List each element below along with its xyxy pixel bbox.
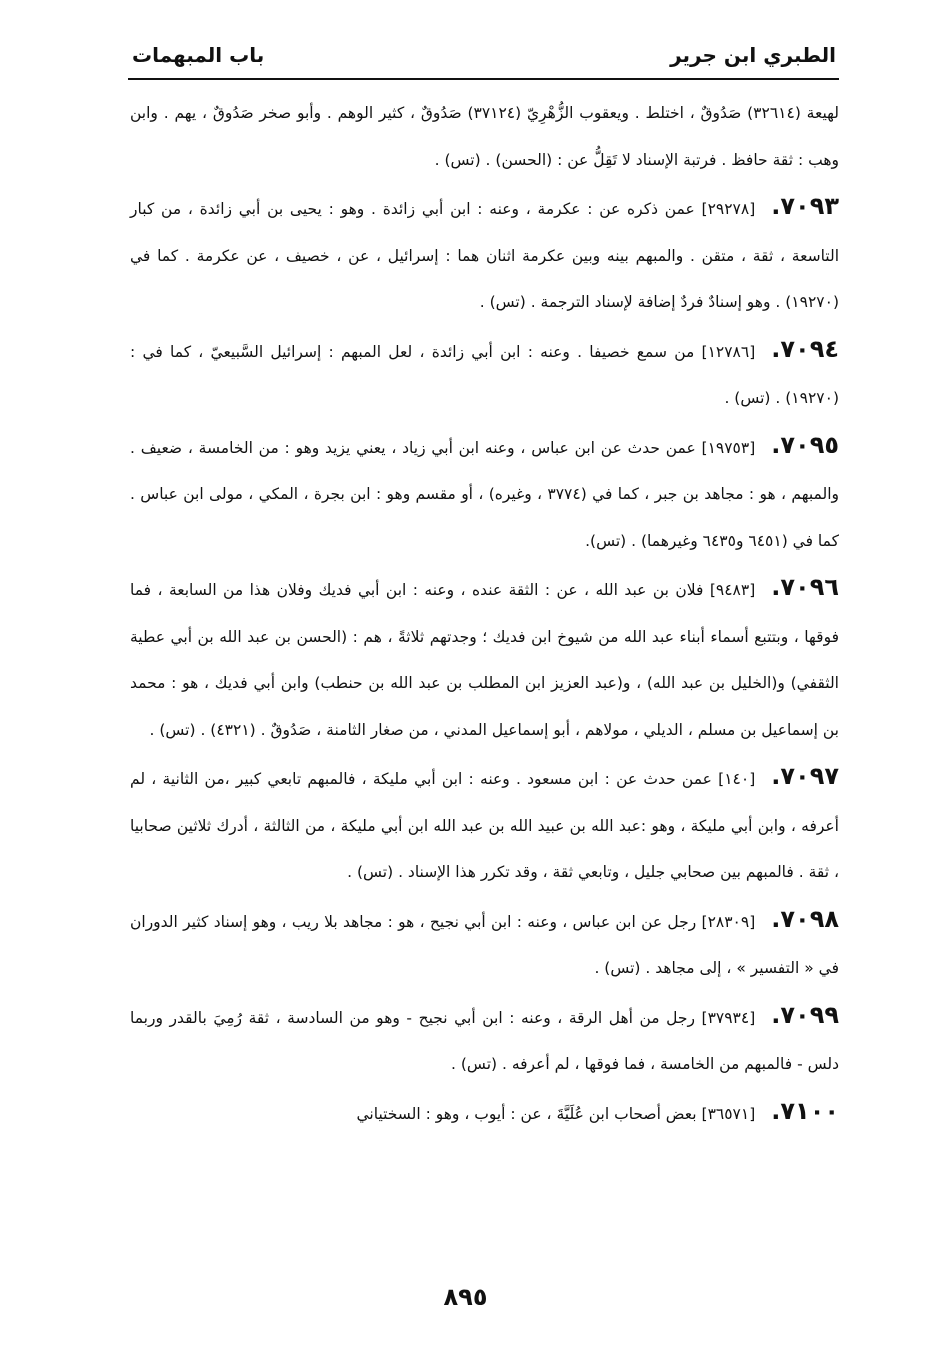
entry-7094 xyxy=(130,326,839,422)
intro-paragraph: لهيعة (٣٢٦١٤) صَدُوقٌ ، اختلط . ويعقوب الزُّهْرِيّ (٣٧١٢٤) صَدُوقٌ ، كثير الوهم . وأبو صخر صَدُوقٌ ، يهم . وابن وهب : ثقة حافظ . فرتبة الإسناد لا تَقِلُّ عن : (الحسن) . (تس) . xyxy=(130,104,839,169)
page-number: ٨٩٥ xyxy=(443,1283,488,1311)
header-book-title: الطبري ابن جرير xyxy=(670,43,836,67)
entry-7093 xyxy=(130,183,839,326)
entry-7096 xyxy=(130,564,839,753)
running-header xyxy=(132,38,836,72)
entry-number: ٧٠٩٧. xyxy=(771,762,839,790)
entry-7095 xyxy=(130,422,839,565)
entry-7099 xyxy=(130,992,839,1088)
entry-text: [٩٤٨٣] فلان بن عبد الله ، عن : الثقة عنده ، وعنه : ابن أبي فديك وفلان هذا من السابعة ، فما فوقها ، وبتتبع أسماء أبناء عبد الله من شيوخ ابن فديك ؛ وجدتهم ثلاثةً ، هم : (الحسن بن عبد الله بن أبي عطية الثقفي) و(الخليل بن عبد الله) ، و(عبد العزيز ابن المطلب بن عبد الله بن حنطب) وابن أبي فديك ، هو : محمد بن إسماعيل بن مسلم ، الديلي ، مولاهم ، أبو إسماعيل المدني ، من صغار الثامنة ، صَدُوقٌ . (٤٣٢١) . (تس) . xyxy=(130,581,839,739)
page-body xyxy=(130,90,839,1137)
entry-number: ٧٠٩٩. xyxy=(771,1000,839,1029)
entry-text: [١٩٧٥٣] عمن حدث عن ابن عباس ، وعنه ابن أبي زياد ، يعني يزيد وهو : من الخامسة ، ضعيف . والمبهم ، هو : مجاهد بن جبر ، كما في (٣٧٧٤ ، وغيره) ، أو مقسم وهو : ابن بجرة ، المكي ، مولى ابن عباس . كما في (٦٤٥١ و٦٤٣٥ وغيرهما) . (تس). xyxy=(130,438,839,550)
entry-text: [١٢٧٨٦] من سمع خصيفا . وعنه : ابن أبي زائدة ، لعل المبهم : إسرائيل السَّبيعيّ ، كما في : (١٩٢٧٠) . (تس) . xyxy=(130,342,839,407)
entry-text: [٣٦٥٧١] بعض أصحاب ابن عُلَيَّةَ ، عن : أيوب ، وهو : السختياني xyxy=(356,1104,756,1123)
entry-number: ٧١٠٠. xyxy=(771,1096,839,1125)
entry-7097 xyxy=(130,753,839,896)
entry-7100 xyxy=(130,1088,839,1138)
entry-number: ٧٠٩٣. xyxy=(771,192,839,220)
entry-number: ٧٠٩٦. xyxy=(771,573,839,601)
entry-text: [٢٩٢٧٨] عمن ذكره عن : عكرمة ، وعنه : ابن أبي زائدة . وهو : يحيى بن أبي زائدة ، من كبار التاسعة ، ثقة ، متقن . والمبهم بينه وبين عكرمة اثنان هما : إسرائيل ، عن ، خصيف ، عن عكرمة . كما في (١٩٢٧٠) . وهو إسنادٌ فردٌ إضافة لإسناد الترجمة . (تس) . xyxy=(130,200,839,311)
entry-text: [٢٨٣٠٩] رجل عن ابن عباس ، وعنه : ابن أبي نجيح ، هو : مجاهد بلا ريب ، وهو إسناد كثير الدوران في « التفسير » ، إلى مجاهد . (تس) . xyxy=(130,912,839,977)
header-divider xyxy=(128,78,839,80)
entry-number: ٧٠٩٥. xyxy=(771,430,839,459)
entry-number: ٧٠٩٨. xyxy=(771,904,839,933)
entry-number: ٧٠٩٤. xyxy=(771,334,839,363)
entry-7098 xyxy=(130,896,839,992)
entry-text: [٣٧٩٣٤] رجل من أهل الرقة ، وعنه : ابن أبي نجيح - وهو من السادسة ، ثقة رُمِيَ بالقدر وربما دلس - فالمبهم من الخامسة ، فما فوقها ، لم أعرفه . (تس) . xyxy=(130,1008,839,1073)
header-chapter-title: باب المبهمات xyxy=(132,43,265,67)
entry-text: [١٤٠] عمن حدث عن : ابن مسعود . وعنه : ابن أبي مليكة ، فالمبهم تابعي كبير ،من الثانية ، لم أعرفه ، وابن أبي مليكة ، وهو :عبد الله بن عبيد الله بن عبد الله ابن أبي مليكة ، من الثالثة ، أدرك ثلاثين صحابيا ، ثقة . فالمبهم بين صحابي جليل ، وتابعي ثقة ، وقد تكرر هذا الإسناد . (تس) . xyxy=(130,770,839,881)
